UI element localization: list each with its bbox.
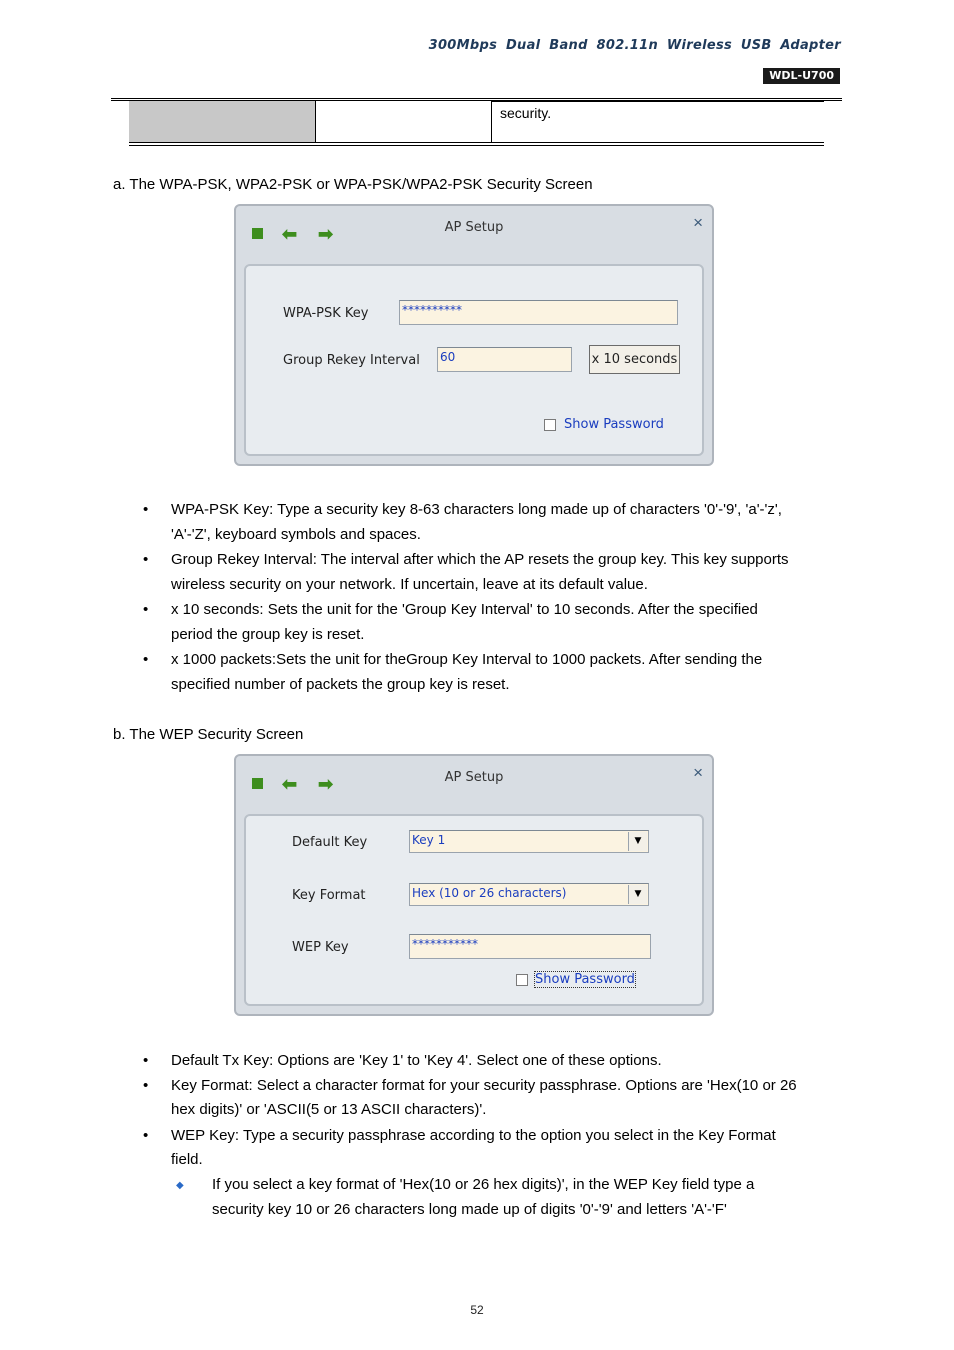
back-arrow-icon[interactable]: ⬅ (282, 224, 298, 244)
wep-dialog (234, 754, 714, 1016)
table-rule (129, 142, 824, 143)
list-item-cont: hex digits)' or 'ASCII(5 or 13 ASCII characters)'. (171, 1101, 487, 1118)
list-item-cont: field. (171, 1151, 203, 1168)
default-key-value: Key 1 (412, 833, 446, 847)
psk-key-label: WPA-PSK Key (283, 306, 369, 321)
show-password-label[interactable]: Show Password (535, 972, 635, 987)
forward-arrow-icon[interactable]: ➡ (318, 224, 334, 244)
list-item-cont: wireless security on your network. If uncertain, leave at its default value. (171, 576, 648, 593)
close-icon[interactable]: × (693, 763, 703, 782)
page-number: 52 (470, 1303, 484, 1317)
document-header-title: 300Mbps Dual Band 802.11n Wireless USB Adapter (428, 38, 841, 53)
list-item: x 1000 packets:Sets the unit for theGroup Key Interval to 1000 packets. After sending the (171, 651, 763, 668)
diamond-bullet-icon: ◆ (176, 1180, 184, 1191)
key-format-value: Hex (10 or 26 characters) (412, 886, 567, 900)
list-item: Group Rekey Interval: The interval after which the AP resets the group key. This key supports (171, 551, 789, 568)
wep-key-input[interactable]: *********** (409, 934, 651, 959)
show-password-label[interactable]: Show Password (564, 417, 664, 432)
back-arrow-icon[interactable]: ⬅ (282, 774, 298, 794)
dialog-panel (244, 264, 704, 456)
list-item: WEP Key: Type a security passphrase according to the option you select in the Key Format (171, 1127, 776, 1144)
sub-list-item-cont: security key 10 or 26 characters long made up of digits '0'-'9' and letters 'A'-'F' (212, 1201, 727, 1218)
default-key-label: Default Key (292, 835, 368, 850)
list-item: WPA-PSK Key: Type a security key 8-63 characters long made up of characters '0'-'9', 'a'-'z', (171, 501, 782, 518)
close-icon[interactable]: × (693, 213, 703, 232)
dialog-title: AP Setup (444, 770, 504, 785)
key-format-select[interactable] (409, 883, 649, 906)
table-rule (129, 145, 824, 146)
chevron-down-icon[interactable]: ▼ (628, 885, 647, 904)
bullet: • (143, 501, 149, 518)
group-rekey-input[interactable]: 60 (437, 347, 572, 372)
dialog-title: AP Setup (444, 220, 504, 235)
forward-arrow-icon[interactable]: ➡ (318, 774, 334, 794)
default-key-select[interactable] (409, 830, 649, 853)
header-rule (111, 98, 842, 99)
wep-key-label: WEP Key (292, 940, 349, 955)
table-divider (315, 101, 316, 142)
section-a-heading: a. The WPA-PSK, WPA2-PSK or WPA-PSK/WPA2-PSK Security Screen (113, 176, 593, 193)
psk-key-input[interactable]: ********** (399, 300, 678, 325)
table-cell-text: security. (500, 105, 552, 121)
section-b-heading: b. The WEP Security Screen (113, 726, 304, 743)
show-password-checkbox[interactable] (516, 974, 528, 986)
bullet: • (143, 1127, 149, 1144)
list-item: Default Tx Key: Options are 'Key 1' to 'Key 4'. Select one of these options. (171, 1052, 662, 1069)
sub-list-item: If you select a key format of 'Hex(10 or 26 hex digits)', in the WEP Key field type a (212, 1176, 755, 1193)
bullet: • (143, 1077, 149, 1094)
bullet: • (143, 601, 149, 618)
rekey-unit-button[interactable]: x 10 seconds (589, 345, 680, 374)
bullet: • (143, 1052, 149, 1069)
list-item-cont: specified number of packets the group key is reset. (171, 676, 510, 693)
wpa-psk-dialog (234, 204, 714, 466)
dialog-panel (244, 814, 704, 1006)
show-password-checkbox[interactable] (544, 419, 556, 431)
list-item-cont: period the group key is reset. (171, 626, 365, 643)
table-cell-shaded (129, 101, 315, 142)
group-rekey-label: Group Rekey Interval (283, 353, 420, 368)
table-rule (491, 101, 824, 102)
list-item: x 10 seconds: Sets the unit for the 'Group Key Interval' to 10 seconds. After the specified (171, 601, 758, 618)
bullet: • (143, 551, 149, 568)
table-fragment (129, 101, 824, 144)
list-item-cont: 'A'-'Z', keyboard symbols and spaces. (171, 526, 421, 543)
model-badge: WDL-U700 (763, 68, 840, 84)
bullet: • (143, 651, 149, 668)
table-divider (491, 101, 492, 142)
key-format-label: Key Format (292, 888, 366, 903)
list-item: Key Format: Select a character format for your security passphrase. Options are 'Hex(10 or 26 (171, 1077, 797, 1094)
chevron-down-icon[interactable]: ▼ (628, 832, 647, 851)
